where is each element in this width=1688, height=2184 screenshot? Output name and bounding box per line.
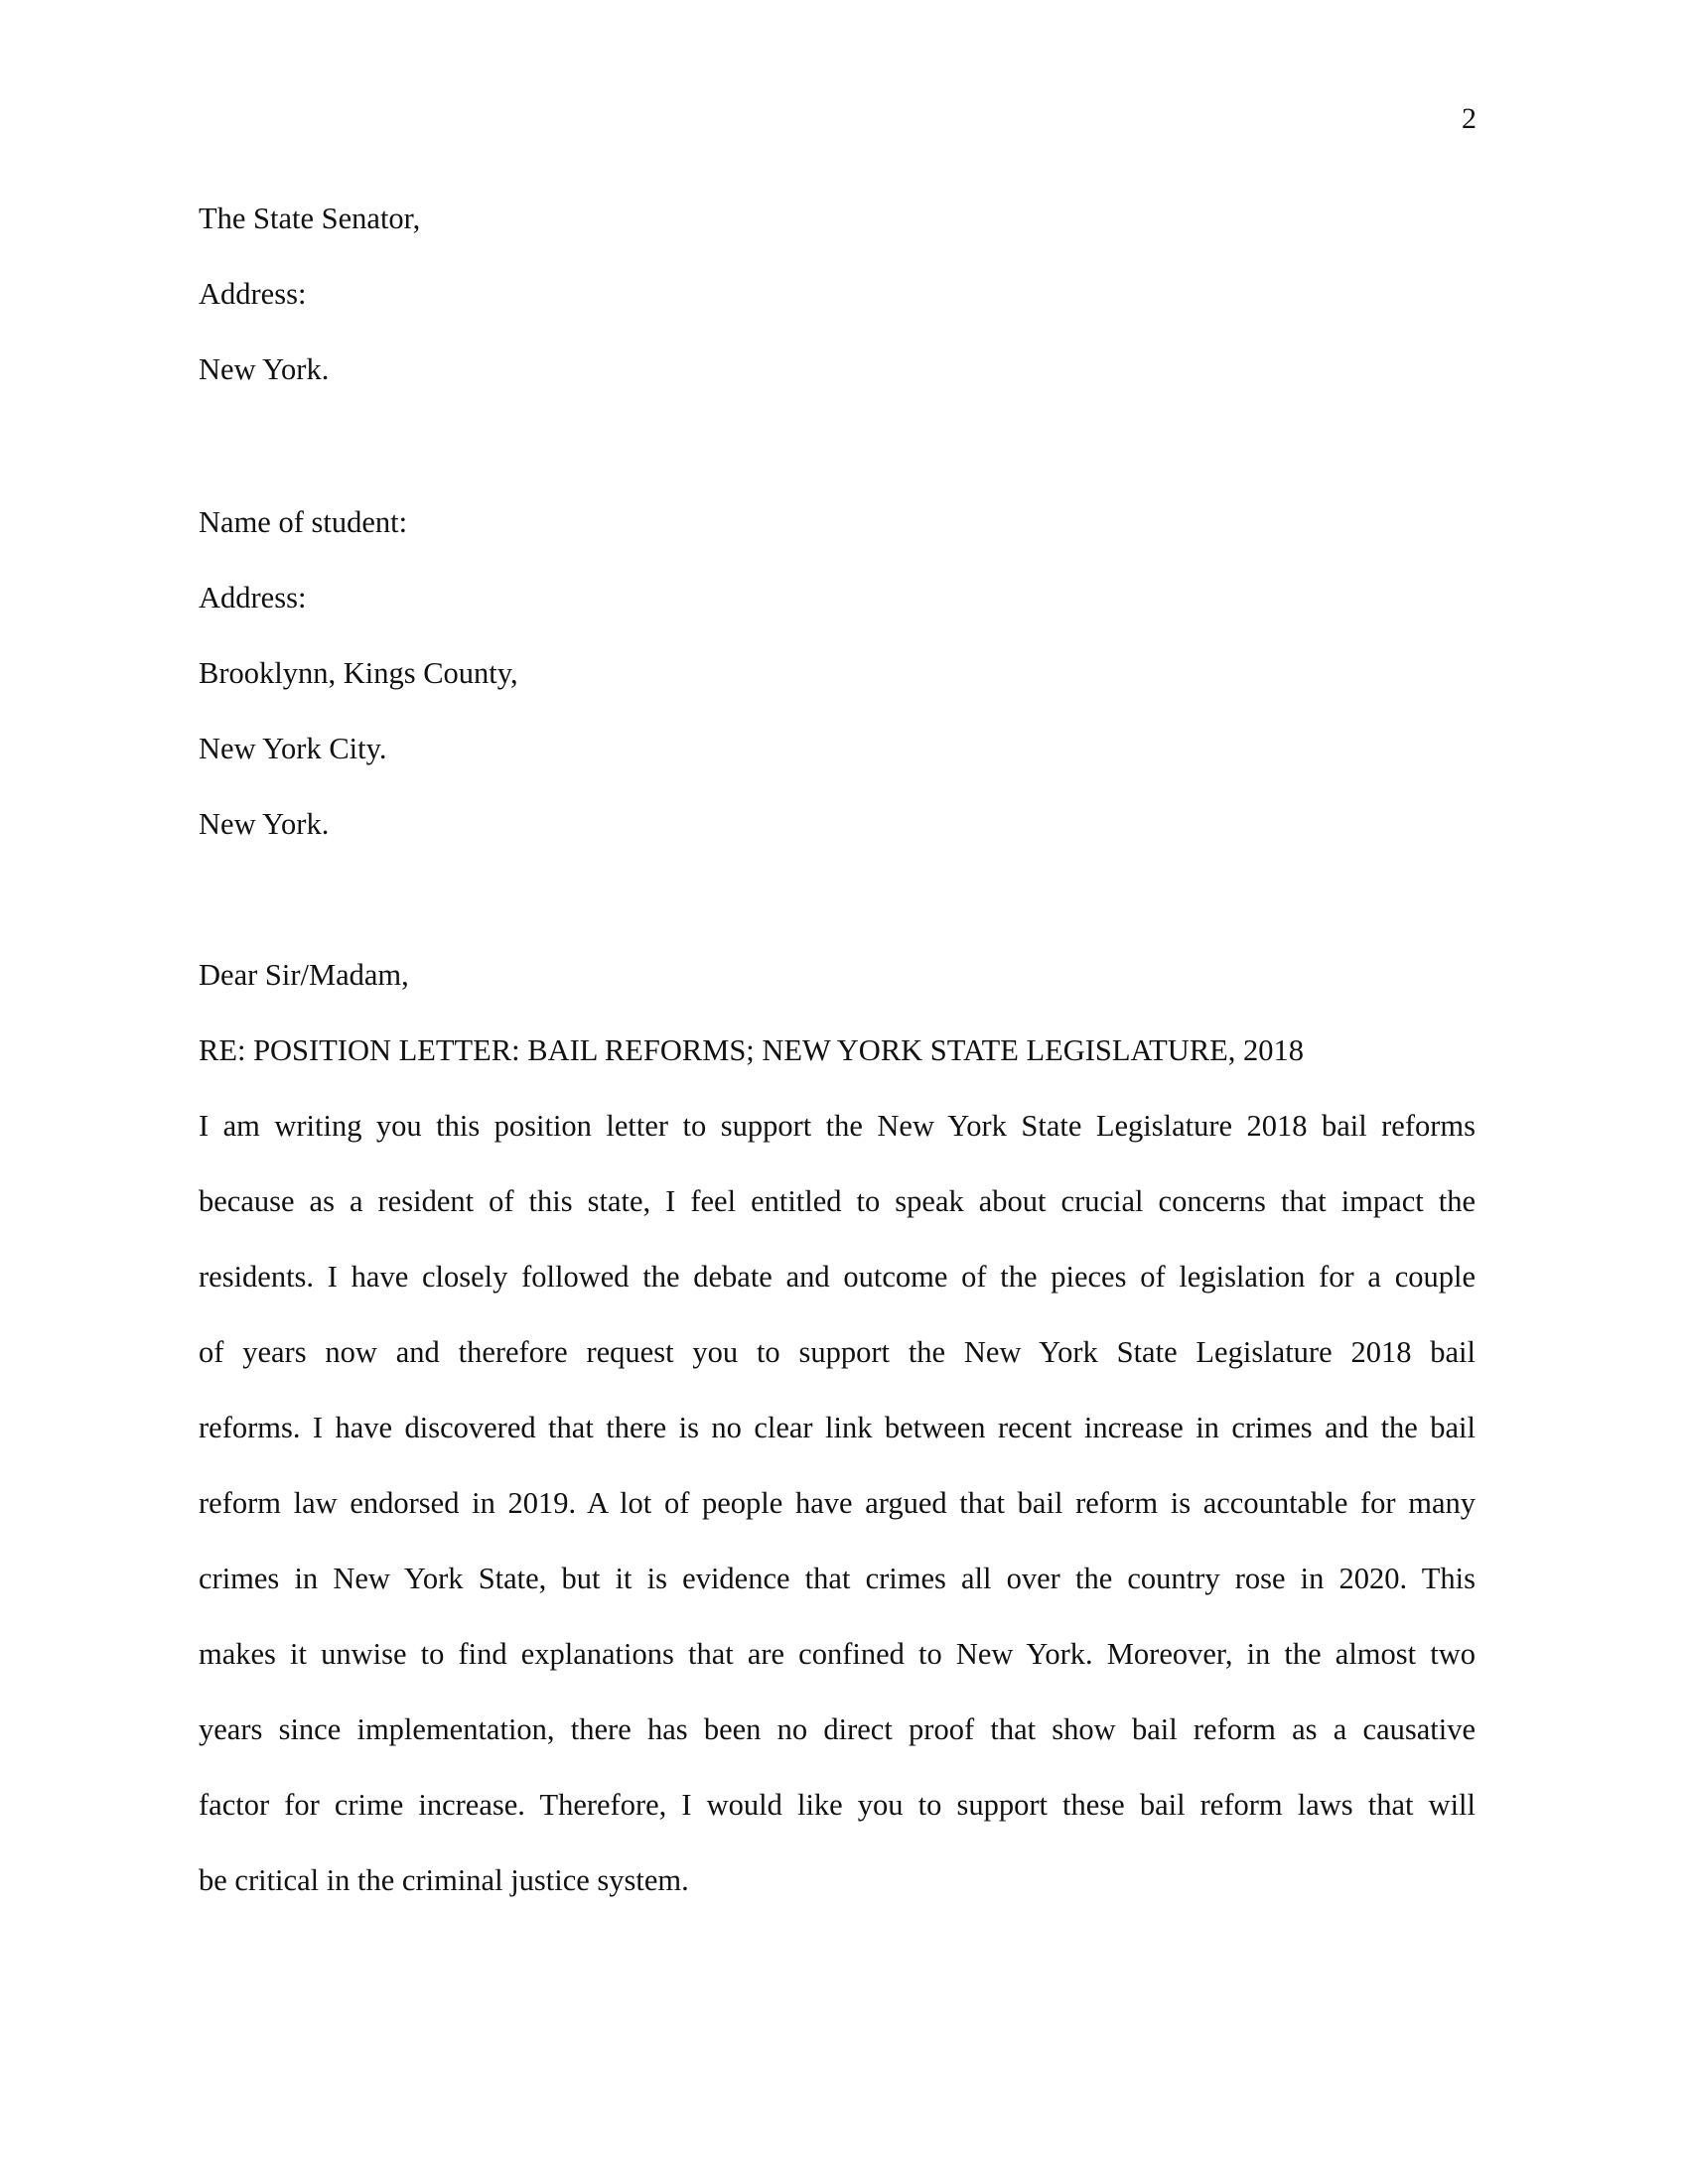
body-line: I am writing you this position letter to support the New York State Legislature 2018 bail reforms	[199, 1109, 1476, 1143]
body-line: residents. I have closely followed the debate and outcome of the pieces of legislation for a couple	[199, 1260, 1476, 1294]
body-line: of years now and therefore request you to support the New York State Legislature 2018 bail	[199, 1335, 1476, 1369]
body-line: because as a resident of this state, I feel entitled to speak about crucial concerns that impact the	[199, 1184, 1476, 1218]
body-line: reform law endorsed in 2019. A lot of people have argued that bail reform is accountable for many	[199, 1486, 1476, 1520]
sender-name-label: Name of student:	[199, 505, 408, 539]
subject-line: RE: POSITION LETTER: BAIL REFORMS; NEW YORK STATE LEGISLATURE, 2018	[199, 1033, 1305, 1067]
sender-address-label: Address:	[199, 581, 307, 614]
body-paragraph	[199, 1106, 1476, 1936]
body-line: factor for crime increase. Therefore, I would like you to support these bail reform laws that will	[199, 1788, 1476, 1822]
sender-address-block	[199, 502, 1477, 880]
body-line: makes it unwise to find explanations that are confined to New York. Moreover, in the almost two	[199, 1637, 1476, 1671]
body-line-last: be critical in the criminal justice system.	[199, 1863, 689, 1897]
sender-address-city: New York City.	[199, 732, 387, 765]
body-line: crimes in New York State, but it is evidence that crimes all over the country rose in 2020. This	[199, 1562, 1476, 1595]
recipient-title: The State Senator,	[199, 202, 421, 235]
recipient-address-block	[199, 199, 1477, 425]
salutation: Dear Sir/Madam,	[199, 958, 409, 992]
body-line: years since implementation, there has been no direct proof that show bail reform as a causative	[199, 1712, 1476, 1746]
body-line: reforms. I have discovered that there is no clear link between recent increase in crimes and the bail	[199, 1411, 1476, 1444]
sender-address-state: New York.	[199, 807, 330, 841]
recipient-address-state: New York.	[199, 352, 330, 386]
page-number: 2	[1462, 102, 1477, 135]
salutation-block	[199, 955, 1477, 1084]
sender-address-borough: Brooklynn, Kings County,	[199, 656, 518, 690]
recipient-address-label: Address:	[199, 277, 307, 311]
